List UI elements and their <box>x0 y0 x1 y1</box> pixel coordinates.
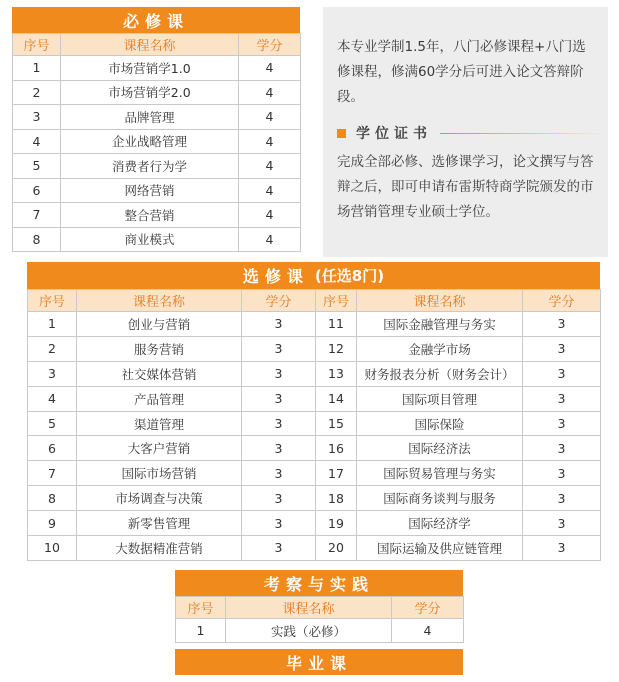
cell-course-name: 国际经济法 <box>357 436 523 461</box>
cell-course-name: 服务营销 <box>77 336 242 361</box>
table-row <box>13 80 301 105</box>
cell-course-name: 企业战略管理 <box>61 129 239 154</box>
required-table <box>12 33 301 252</box>
required-title: 必修课 <box>12 7 300 33</box>
table-row <box>28 436 601 461</box>
cell-no: 18 <box>316 486 357 511</box>
cell-course-name: 市场营销学1.0 <box>61 56 239 81</box>
practice-header-row <box>176 597 464 619</box>
practice-table <box>175 596 464 643</box>
cell-credit: 3 <box>523 361 601 386</box>
practice-block <box>175 570 463 643</box>
cell-course-name: 渠道管理 <box>77 411 242 436</box>
table-row <box>13 56 301 81</box>
cell-credit: 3 <box>523 536 601 561</box>
table-row <box>13 227 301 252</box>
header-credit: 学分 <box>523 290 601 312</box>
cell-no: 9 <box>28 511 77 536</box>
table-row <box>28 386 601 411</box>
table-row <box>28 411 601 436</box>
cell-credit: 3 <box>523 461 601 486</box>
cell-course-name: 大客户营销 <box>77 436 242 461</box>
cell-credit: 4 <box>239 154 301 179</box>
cell-no: 7 <box>13 203 61 228</box>
cell-credit: 3 <box>242 386 316 411</box>
table-row <box>28 461 601 486</box>
cell-credit: 3 <box>523 411 601 436</box>
cell-no: 3 <box>28 361 77 386</box>
table-row <box>13 178 301 203</box>
degree-text: 完成全部必修、选修课学习，论文撰写与答辩之后，即可申请布雷斯特商学院颁发的市场营销管理专业硕士学位。 <box>337 154 594 220</box>
cell-course-name: 创业与营销 <box>77 312 242 337</box>
required-header-row <box>13 34 301 56</box>
cell-course-name: 网络营销 <box>61 178 239 203</box>
required-courses-block <box>12 7 300 252</box>
table-row <box>13 154 301 179</box>
table-row <box>28 312 601 337</box>
header-name: 课程名称 <box>77 290 242 312</box>
cell-credit: 4 <box>239 80 301 105</box>
cell-no: 16 <box>316 436 357 461</box>
cell-no: 4 <box>13 129 61 154</box>
cell-no: 2 <box>28 336 77 361</box>
header-credit: 学分 <box>242 290 316 312</box>
cell-credit: 4 <box>239 203 301 228</box>
degree-heading-label: 学位证书 <box>356 126 432 142</box>
cell-no: 13 <box>316 361 357 386</box>
cell-credit: 3 <box>523 312 601 337</box>
cell-course-name: 国际商务谈判与服务 <box>357 486 523 511</box>
practice-title: 考察与实践 <box>175 570 463 596</box>
cell-no: 3 <box>13 105 61 130</box>
heading-divider <box>440 133 605 134</box>
cell-course-name: 新零售管理 <box>77 511 242 536</box>
cell-credit: 3 <box>523 511 601 536</box>
cell-course-name: 国际金融管理与务实 <box>357 312 523 337</box>
cell-no: 8 <box>28 486 77 511</box>
header-credit: 学分 <box>239 34 301 56</box>
cell-course-name: 商业模式 <box>61 227 239 252</box>
cell-course-name: 财务报表分析（财务会计） <box>357 361 523 386</box>
cell-course-name: 国际项目管理 <box>357 386 523 411</box>
table-row <box>13 129 301 154</box>
cell-course-name: 国际运输及供应链管理 <box>357 536 523 561</box>
table-row <box>28 511 601 536</box>
header-no: 序号 <box>28 290 77 312</box>
header-name: 课程名称 <box>61 34 239 56</box>
cell-no: 8 <box>13 227 61 252</box>
table-row <box>28 336 601 361</box>
cell-course-name: 金融学市场 <box>357 336 523 361</box>
table-row <box>13 105 301 130</box>
cell-course-name: 社交媒体营销 <box>77 361 242 386</box>
cell-no: 19 <box>316 511 357 536</box>
graduation-block <box>175 649 463 675</box>
cell-credit: 4 <box>392 619 464 643</box>
elective-title <box>27 262 600 289</box>
header-name: 课程名称 <box>226 597 392 619</box>
cell-course-name: 品牌管理 <box>61 105 239 130</box>
cell-credit: 4 <box>239 178 301 203</box>
header-no: 序号 <box>176 597 226 619</box>
cell-credit: 4 <box>239 105 301 130</box>
cell-course-name: 大数据精准营销 <box>77 536 242 561</box>
cell-course-name: 消费者行为学 <box>61 154 239 179</box>
cell-credit: 3 <box>523 386 601 411</box>
cell-credit: 4 <box>239 56 301 81</box>
header-no: 序号 <box>13 34 61 56</box>
cell-no: 20 <box>316 536 357 561</box>
header-credit: 学分 <box>392 597 464 619</box>
cell-credit: 4 <box>239 227 301 252</box>
cell-credit: 3 <box>242 436 316 461</box>
cell-no: 4 <box>28 386 77 411</box>
cell-no: 1 <box>13 56 61 81</box>
cell-course-name: 产品管理 <box>77 386 242 411</box>
cell-no: 17 <box>316 461 357 486</box>
cell-credit: 3 <box>523 436 601 461</box>
cell-no: 12 <box>316 336 357 361</box>
cell-credit: 3 <box>242 312 316 337</box>
header-name: 课程名称 <box>357 290 523 312</box>
cell-course-name: 国际保险 <box>357 411 523 436</box>
cell-no: 15 <box>316 411 357 436</box>
table-row <box>28 536 601 561</box>
cell-course-name: 国际市场营销 <box>77 461 242 486</box>
elective-table <box>27 289 601 561</box>
graduation-title: 毕业课 <box>175 649 463 675</box>
program-intro-text: 本专业学制1.5年，八门必修课程+八门选修课程，修满60学分后可进入论文答辩阶段。 <box>337 39 586 105</box>
table-row <box>13 203 301 228</box>
cell-no: 1 <box>176 619 226 643</box>
cell-credit: 3 <box>242 536 316 561</box>
cell-no: 7 <box>28 461 77 486</box>
degree-heading <box>337 123 605 143</box>
square-bullet-icon <box>337 129 346 138</box>
cell-course-name: 国际经济学 <box>357 511 523 536</box>
cell-credit: 3 <box>523 486 601 511</box>
elective-title-label: 选修课 <box>242 267 309 286</box>
cell-course-name: 市场调查与决策 <box>77 486 242 511</box>
cell-credit: 3 <box>242 336 316 361</box>
cell-no: 1 <box>28 312 77 337</box>
cell-no: 14 <box>316 386 357 411</box>
cell-credit: 3 <box>242 486 316 511</box>
cell-no: 6 <box>28 436 77 461</box>
header-no: 序号 <box>316 290 357 312</box>
table-row <box>176 619 464 643</box>
cell-no: 5 <box>13 154 61 179</box>
cell-no: 5 <box>28 411 77 436</box>
table-row <box>28 486 601 511</box>
program-info-box <box>323 7 608 257</box>
cell-course-name: 实践（必修） <box>226 619 392 643</box>
cell-no: 2 <box>13 80 61 105</box>
cell-credit: 3 <box>242 461 316 486</box>
cell-course-name: 国际贸易管理与务实 <box>357 461 523 486</box>
cell-no: 10 <box>28 536 77 561</box>
elective-title-note: (任选8门) <box>314 267 385 285</box>
elective-header-row <box>28 290 601 312</box>
cell-course-name: 整合营销 <box>61 203 239 228</box>
cell-no: 11 <box>316 312 357 337</box>
cell-credit: 3 <box>242 361 316 386</box>
cell-course-name: 市场营销学2.0 <box>61 80 239 105</box>
elective-courses-block <box>27 262 600 561</box>
cell-credit: 3 <box>523 336 601 361</box>
cell-credit: 3 <box>242 511 316 536</box>
cell-no: 6 <box>13 178 61 203</box>
cell-credit: 4 <box>239 129 301 154</box>
cell-credit: 3 <box>242 411 316 436</box>
table-row <box>28 361 601 386</box>
